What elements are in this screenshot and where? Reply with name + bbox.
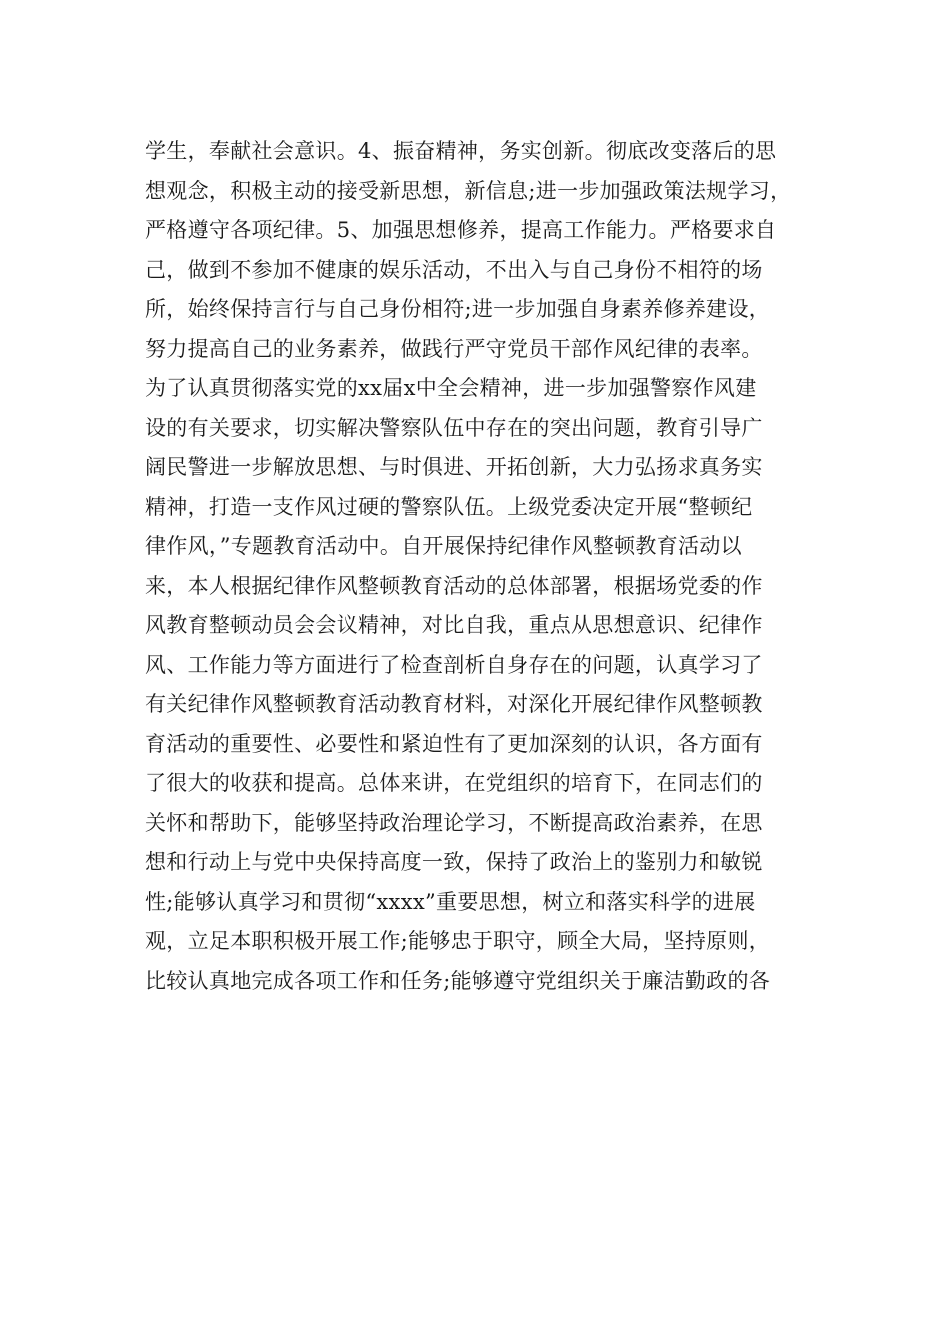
- text-line: 阔民警进一步解放思想、与时俱进、开拓创新，大力弘扬求真务实: [145, 455, 763, 479]
- text-line: 风、工作能力等方面进行了检查剖析自身存在的问题，认真学习了: [145, 652, 763, 677]
- text-line: 想和行动上与党中央保持高度一致，保持了政治上的鉴别力和敏锐: [145, 850, 763, 874]
- text-line: 己，做到不参加不健康的娱乐活动，不出入与自己身份不相符的场: [145, 257, 763, 282]
- text-line: 律作风，”专题教育活动中。自开展保持纪律作风整顿教育活动以: [145, 534, 742, 558]
- text-line: 来，本人根据纪律作风整顿教育活动的总体部署，根据场党委的作: [145, 573, 763, 598]
- text-line: 为了认真贯彻落实党的xx届x中全会精神，进一步加强警察作风建: [145, 376, 757, 400]
- text-line: 了很大的收获和提高。总体来讲，在党组织的培育下，在同志们的: [145, 771, 763, 795]
- text-line: 精神，打造一支作风过硬的警察队伍。上级党委决定开展“整顿纪: [145, 494, 753, 519]
- text-line: 育活动的重要性、必要性和紧迫性有了更加深刻的认识，各方面有: [145, 731, 763, 756]
- text-line: 性;能够认真学习和贯彻“xxxx”重要思想，树立和落实科学的进展: [145, 889, 756, 914]
- body-text: [145, 132, 825, 1001]
- text-line: 严格遵守各项纪律。5、加强思想修养，提高工作能力。严格要求自: [145, 218, 777, 242]
- text-line: 关怀和帮助下，能够坚持政治理论学习，不断提高政治素养，在思: [145, 810, 763, 835]
- text-line: 风教育整顿动员会会议精神，对比自我，重点从思想意识、纪律作: [145, 613, 763, 637]
- text-line: 设的有关要求，切实解决警察队伍中存在的突出问题，教育引导广: [145, 415, 763, 440]
- text-line: 观，立足本职积极开展工作;能够忠于职守，顾全大局，坚持原则，: [145, 929, 771, 953]
- text-line: 想观念，积极主动的接受新思想，新信息;进一步加强政策法规学习，: [145, 178, 792, 203]
- text-line: 努力提高自己的业务素养，做践行严守党员干部作风纪律的表率。: [145, 336, 763, 361]
- text-line: 学生，奉献社会意识。4、振奋精神，务实创新。彻底改变落后的思: [145, 139, 777, 163]
- text-line: 比较认真地完成各项工作和任务;能够遵守党组织关于廉洁勤政的各: [145, 968, 771, 993]
- text-line: 有关纪律作风整顿教育活动教育材料，对深化开展纪律作风整顿教: [145, 692, 763, 716]
- text-line: 所，始终保持言行与自己身份相符;进一步加强自身素养修养建设，: [145, 297, 771, 321]
